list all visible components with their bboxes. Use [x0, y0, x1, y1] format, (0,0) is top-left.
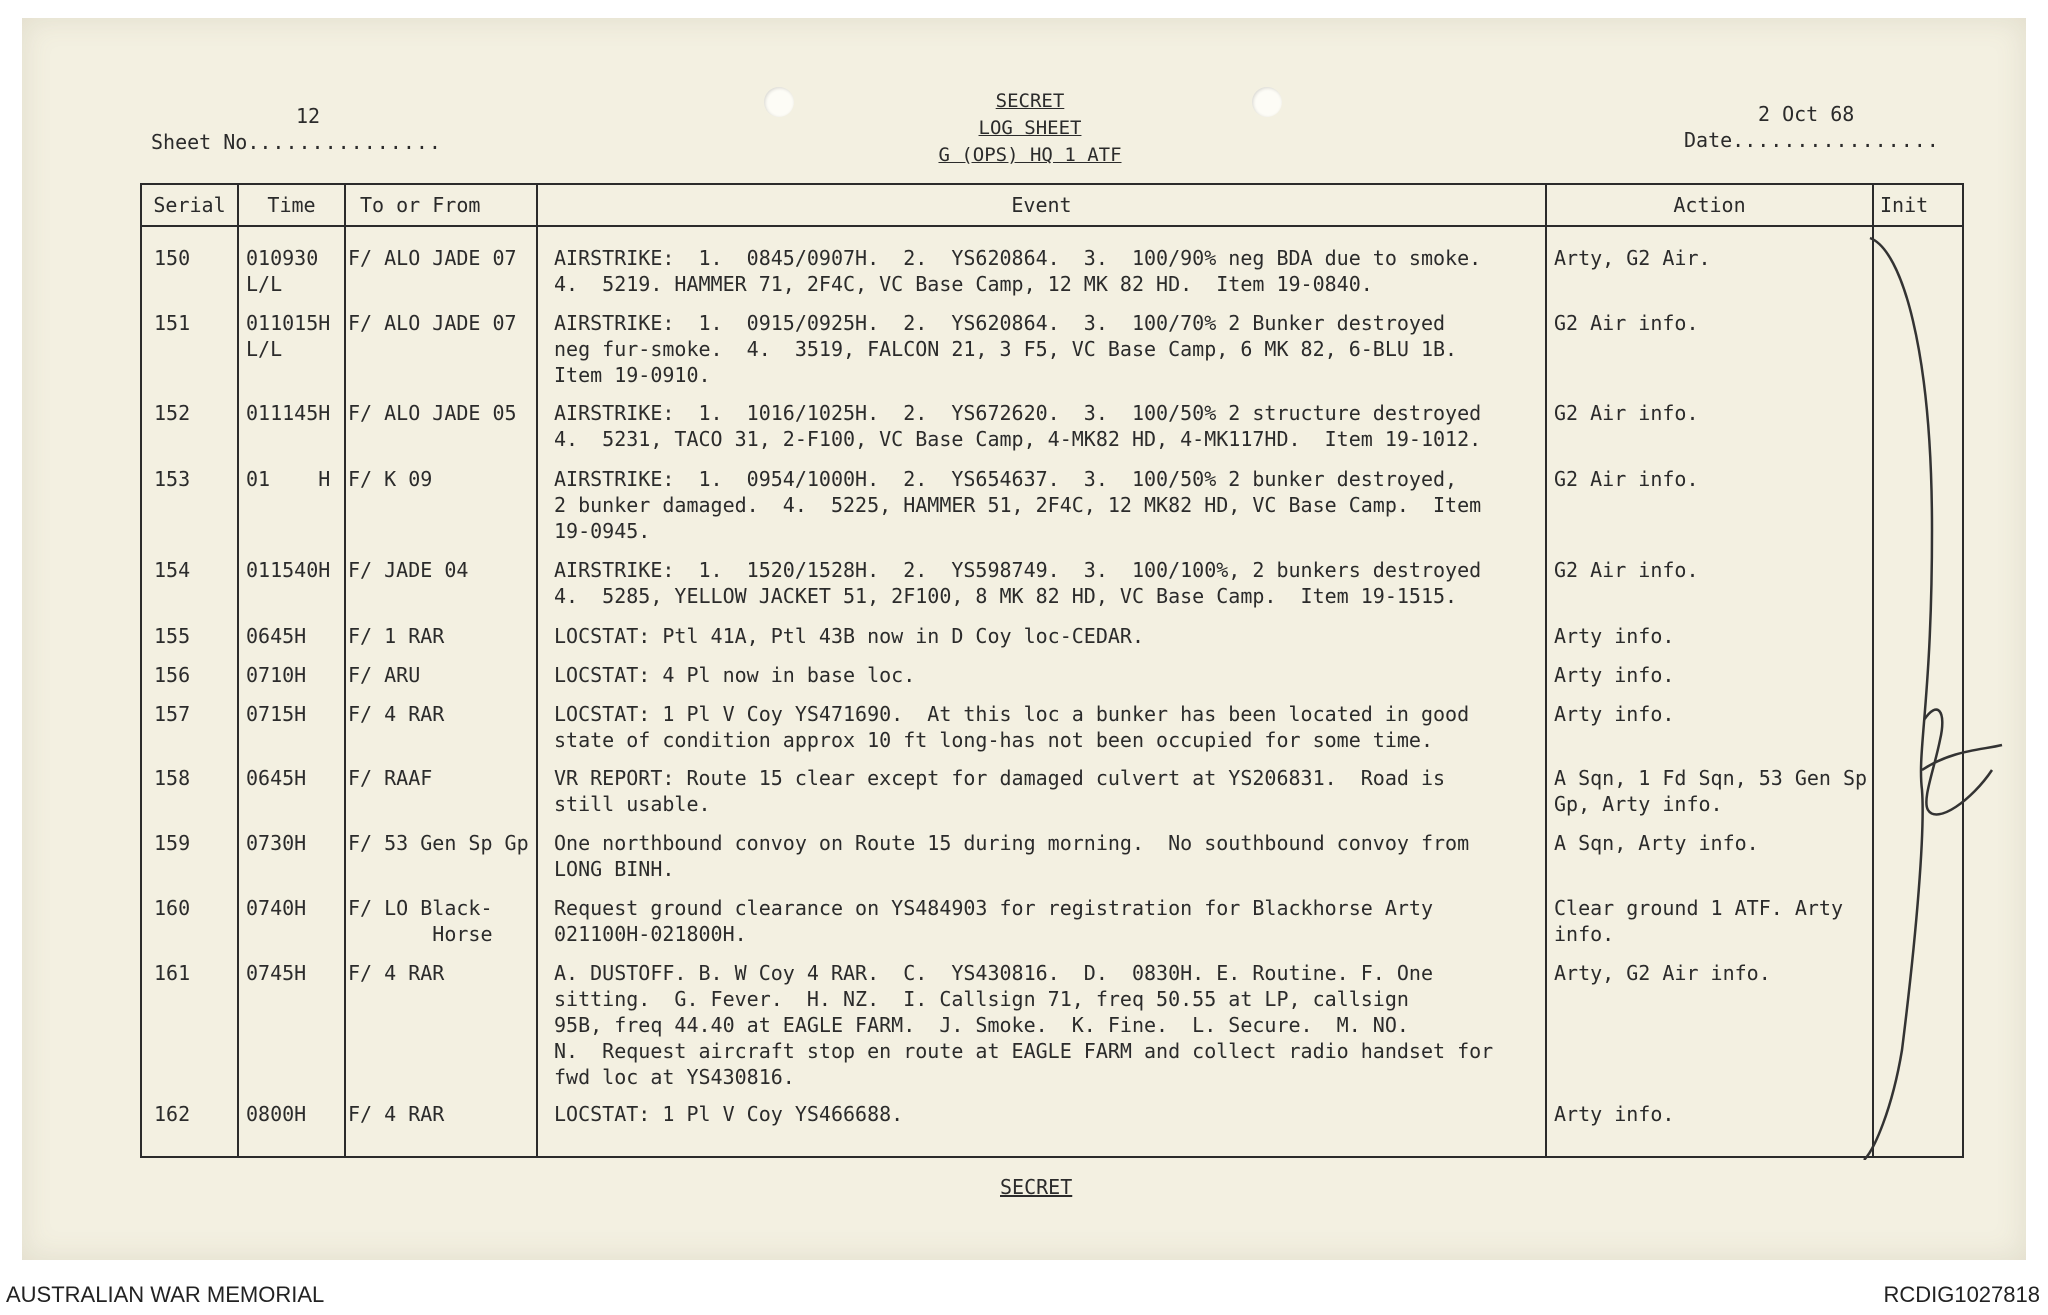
entry-action: G2 Air info. — [1554, 558, 1699, 582]
entry-tofrom: F/ K 09 — [348, 467, 433, 491]
log-entries — [140, 223, 1962, 1158]
entry-time: 011015H L/L — [246, 311, 331, 361]
entry-serial: 162 — [154, 1102, 191, 1126]
entry-time: 0730H — [246, 831, 307, 855]
entry-action: Arty info. — [1554, 663, 1675, 687]
classification-top: SECRET — [995, 90, 1065, 112]
entry-event: AIRSTRIKE: 1. 0954/1000H. 2. YS654637. 3. 100/50% 2 bunker destroyed, 2 bunker damaged. 4. 5225, HAMMER 51, 2F4C, 12 MK82 HD, VC Base Camp. Item 19-0945. — [554, 467, 1482, 543]
punch-hole — [1252, 87, 1282, 117]
entry-action: Arty info. — [1554, 702, 1675, 726]
entry-time: 010930 L/L — [246, 246, 319, 296]
entry-serial: 160 — [154, 896, 191, 920]
entry-time: 0745H — [246, 961, 307, 985]
entry-serial: 161 — [154, 961, 191, 985]
entry-time: 0645H — [246, 766, 307, 790]
entry-serial: 156 — [154, 663, 191, 687]
entry-event: A. DUSTOFF. B. W Coy 4 RAR. C. YS430816. D. 0830H. E. Routine. F. One sitting. G. Fever. H. NZ. I. Callsign 71, freq 50.55 at LP, callsign 95B, freq 44.40 at EAGLE FARM. J. Smoke. K. Fine. L. Secure. M. NO. N. Request aircraft stop en route at EAGLE FARM and collect radio handset for fwd loc at YS430816. — [554, 961, 1494, 1089]
entry-event: AIRSTRIKE: 1. 1520/1528H. 2. YS598749. 3. 100/100%, 2 bunkers destroyed 4. 5285, YELLOW JACKET 51, 2F100, 8 MK 82 HD, VC Base Camp. Item 19-1515. — [554, 558, 1482, 608]
entry-tofrom: F/ RAAF — [348, 766, 433, 790]
entry-tofrom: F/ JADE 04 — [348, 558, 469, 582]
document-header — [930, 88, 1130, 169]
col-event-header: Event — [537, 184, 1546, 226]
col-tofrom-header: To or From — [345, 184, 537, 226]
sheet-number-value: 12 — [296, 104, 321, 128]
date-label: Date................ — [1684, 128, 1940, 152]
entry-serial: 152 — [154, 401, 191, 425]
entry-event: LOCSTAT: 1 Pl V Coy YS466688. — [554, 1102, 904, 1126]
entry-tofrom: F/ ARU — [348, 663, 421, 687]
date-value: 2 Oct 68 — [1758, 102, 1855, 126]
entry-time: 0740H — [246, 896, 307, 920]
col-serial-header: Serial — [141, 184, 238, 226]
col-init-header: Init — [1873, 184, 1963, 226]
classification-bottom: SECRET — [1000, 1175, 1073, 1199]
entry-serial: 155 — [154, 624, 191, 648]
entry-time: 0800H — [246, 1102, 307, 1126]
entry-action: Clear ground 1 ATF. Arty info. — [1554, 896, 1843, 946]
entry-time: 01 H — [246, 467, 331, 491]
entry-action: Arty info. — [1554, 624, 1675, 648]
entry-serial: 154 — [154, 558, 191, 582]
entry-event: One northbound convoy on Route 15 during morning. No southbound convoy from LONG BINH. — [554, 831, 1470, 881]
entry-time: 0710H — [246, 663, 307, 687]
entry-tofrom: F/ 4 RAR — [348, 1102, 445, 1126]
entry-serial: 157 — [154, 702, 191, 726]
sheet-number-label: Sheet No............... — [151, 130, 442, 154]
entry-tofrom: F/ ALO JADE 07 — [348, 246, 517, 270]
entry-action: Arty info. — [1554, 1102, 1675, 1126]
entry-action: G2 Air info. — [1554, 401, 1699, 425]
archive-identifier: RCDIG1027818 — [1883, 1282, 2040, 1307]
entry-tofrom: F/ ALO JADE 05 — [348, 401, 517, 425]
entry-event: LOCSTAT: Ptl 41A, Ptl 43B now in D Coy loc-CEDAR. — [554, 624, 1145, 648]
entry-event: AIRSTRIKE: 1. 1016/1025H. 2. YS672620. 3. 100/50% 2 structure destroyed 4. 5231, TACO 31, 2-F100, VC Base Camp, 4-MK82 HD, 4-MK117HD. Item 19-1012. — [554, 401, 1482, 451]
entry-action: A Sqn, Arty info. — [1554, 831, 1759, 855]
entry-action: G2 Air info. — [1554, 467, 1699, 491]
col-time-header: Time — [238, 184, 345, 226]
handwritten-initial-bracket — [1862, 230, 2012, 1160]
entry-time: 0715H — [246, 702, 307, 726]
entry-action: Arty, G2 Air. — [1554, 246, 1711, 270]
entry-tofrom: F/ 4 RAR — [348, 702, 445, 726]
entry-time: 0645H — [246, 624, 307, 648]
entry-tofrom: F/ 53 Gen Sp Gp — [348, 831, 529, 855]
entry-event: LOCSTAT: 1 Pl V Coy YS471690. At this loc a bunker has been located in good state of condition approx 10 ft long-has not been occupied for some time. — [554, 702, 1470, 752]
entry-event: Request ground clearance on YS484903 for registration for Blackhorse Arty 021100H-021800H. — [554, 896, 1433, 946]
entry-action: G2 Air info. — [1554, 311, 1699, 335]
entry-tofrom: F/ ALO JADE 07 — [348, 311, 517, 335]
archive-source: AUSTRALIAN WAR MEMORIAL — [6, 1282, 325, 1307]
entry-serial: 151 — [154, 311, 191, 335]
entry-time: 011540H — [246, 558, 331, 582]
entry-action: A Sqn, 1 Fd Sqn, 53 Gen Sp Gp, Arty info. — [1554, 766, 1868, 816]
entry-serial: 153 — [154, 467, 191, 491]
entry-tofrom: F/ 1 RAR — [348, 624, 445, 648]
entry-event: VR REPORT: Route 15 clear except for damaged culvert at YS206831. Road is still usable. — [554, 766, 1446, 816]
entry-event: AIRSTRIKE: 1. 0915/0925H. 2. YS620864. 3. 100/70% 2 Bunker destroyed neg fur-smoke. 4. 3519, FALCON 21, 3 F5, VC Base Camp, 6 MK 82, 6-BLU 1B. Item 19-0910. — [554, 311, 1458, 387]
entry-serial: 158 — [154, 766, 191, 790]
entry-time: 011145H — [246, 401, 331, 425]
unit-designation: G (OPS) HQ 1 ATF — [938, 144, 1122, 166]
col-action-header: Action — [1546, 184, 1873, 226]
document-title: LOG SHEET — [978, 117, 1082, 139]
entry-tofrom: F/ 4 RAR — [348, 961, 445, 985]
punch-hole — [764, 87, 794, 117]
entry-serial: 150 — [154, 246, 191, 270]
entry-action: Arty, G2 Air info. — [1554, 961, 1771, 985]
entry-event: AIRSTRIKE: 1. 0845/0907H. 2. YS620864. 3. 100/90% neg BDA due to smoke. 4. 5219. HAMMER 71, 2F4C, VC Base Camp, 12 MK 82 HD. Item 19-0840. — [554, 246, 1482, 296]
entry-event: LOCSTAT: 4 Pl now in base loc. — [554, 663, 916, 687]
entry-serial: 159 — [154, 831, 191, 855]
entry-tofrom: F/ LO Black- Horse — [348, 896, 493, 946]
